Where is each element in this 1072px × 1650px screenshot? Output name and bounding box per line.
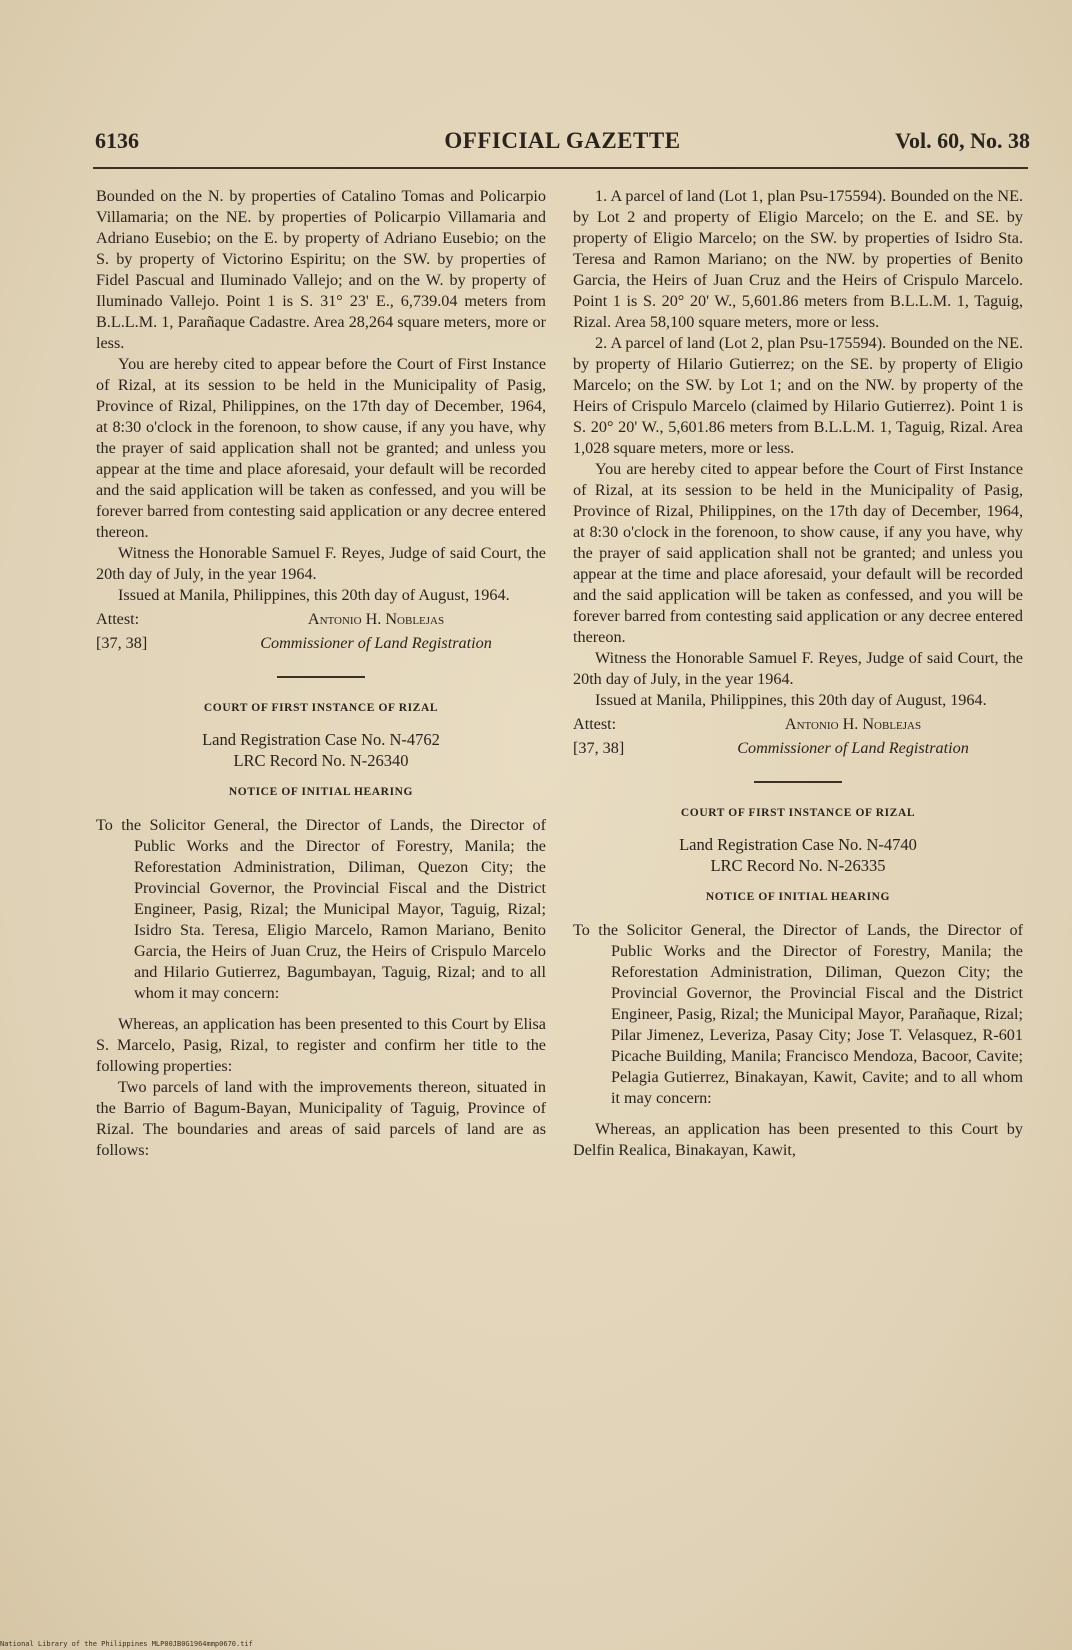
attest-label: Attest: — [96, 610, 140, 628]
reference-numbers: [37, 38] — [96, 634, 148, 652]
attest-title-line — [573, 738, 1023, 759]
boundaries-paragraph: Bounded on the N. by properties of Catalino Tomas and Policarpio Villamaria; on the NE. by properties of Policarpio Villamaria and Adriano Eusebio; on the E. by property of Adriano Eusebio; on the S. by property of Victorino Espiritu; on the SW. by properties of Fidel Pascual and Iluminado Vallejo; and on the W. by property of Iluminado Vallejo. Point 1 is S. 31° 23' E., 6,739.04 meters from B.L.L.M. 1, Parañaque Cadastre. Area 28,264 square meters, more or less. — [96, 187, 546, 352]
lrc-record-number: LRC Record No. N-26335 — [710, 856, 886, 875]
notice-heading: NOTICE OF INITIAL HEARING — [705, 891, 891, 903]
attest-line — [573, 714, 1023, 735]
left-column — [96, 186, 546, 1161]
section-divider — [277, 676, 365, 678]
witness-paragraph: Witness the Honorable Samuel F. Reyes, Judge of said Court, the 20th day of July, in the year 1964. — [96, 544, 546, 583]
header-rule — [93, 167, 1028, 169]
attest-name: Antonio H. Noblejas — [307, 610, 445, 628]
volume-number: Vol. 60, No. 38 — [895, 128, 1030, 153]
attest-title-line — [96, 633, 546, 654]
witness-paragraph: Witness the Honorable Samuel F. Reyes, Judge of said Court, the 20th day of July, in the year 1964. — [573, 649, 1023, 688]
addressees-paragraph: To the Solicitor General, the Director of Lands, the Director of Public Works and the Director of Forestry, Manila; the Reforestation Administration, Diliman, Quezon City; the Provincial Governor, the Provincial Fiscal and the District Engineer, Pasig, Rizal; the Municipal Mayor, Taguig, Rizal; Isidro Sta. Teresa, Eligio Marcelo, Ramon Mariano, Benito Garcia, the Heirs of Juan Cruz, the Heirs of Crispulo Marcelo and Hilario Gutierrez, Bagumbayan, Taguig, Rizal; and to all whom it may concern: — [96, 816, 546, 1002]
attest-title: Commissioner of Land Registration — [260, 634, 492, 652]
right-column — [573, 186, 1023, 1161]
court-heading: COURT OF FIRST INSTANCE OF RIZAL — [203, 702, 439, 714]
reference-numbers: [37, 38] — [573, 739, 625, 757]
citation-paragraph: You are hereby cited to appear before the Court of First Instance of Rizal, at its session to be held in the Municipality of Pasig, Province of Rizal, Philippines, on the 17th day of December, 1964, at 8:30 o'clock in the forenoon, to show cause, if any you have, why the prayer of said application shall not be granted; and unless you appear at the time and place aforesaid, your default will be recorded and the said application will be taken as confessed, and you will be forever barred from contesting said application or any decree entered thereon. — [573, 460, 1023, 646]
attest-label: Attest: — [573, 715, 617, 733]
notice-heading: NOTICE OF INITIAL HEARING — [228, 786, 414, 798]
page-header — [95, 128, 1030, 158]
issued-paragraph: Issued at Manila, Philippines, this 20th day of August, 1964. — [118, 586, 510, 604]
court-heading: COURT OF FIRST INSTANCE OF RIZAL — [680, 807, 916, 819]
page-number: 6136 — [95, 128, 139, 153]
publication-title: OFFICIAL GAZETTE — [444, 128, 681, 153]
application-paragraph: Whereas, an application has been presented to this Court by Elisa S. Marcelo, Pasig, Rizal, to register and confirm her title to the following properties: — [96, 1015, 546, 1075]
attest-title: Commissioner of Land Registration — [737, 739, 969, 757]
addressees-paragraph: To the Solicitor General, the Director of Lands, the Director of Public Works and the Director of Forestry, Manila; the Reforestation Administration, Diliman, Quezon City; the Provincial Governor, the Provincial Fiscal and the District Engineer, Pasig, Rizal; the Municipal Mayor, Parañaque, Rizal; Pilar Jimenez, Leveriza, Pasay City; Jose T. Velasquez, R-601 Picache Building, Manila; Francisco Mendoza, Bacoor, Cavite; Pelagia Gutierrez, Binakayan, Kawit, Cavite; and to all whom it may concern: — [573, 921, 1023, 1107]
citation-paragraph: You are hereby cited to appear before the Court of First Instance of Rizal, at its session to be held in the Municipality of Pasig, Province of Rizal, Philippines, on the 17th day of December, 1964, at 8:30 o'clock in the forenoon, to show cause, if any you have, why the prayer of said application shall not be granted; and unless you appear at the time and place aforesaid, your default will be recorded and the said application will be taken as confessed, and you will be forever barred from contesting said application or any decree entered thereon. — [96, 355, 546, 541]
issued-paragraph: Issued at Manila, Philippines, this 20th day of August, 1964. — [595, 691, 987, 709]
case-number: Land Registration Case No. N-4740 — [679, 835, 917, 854]
parcel-1-paragraph: 1. A parcel of land (Lot 1, plan Psu-175594). Bounded on the NE. by Lot 2 and property of Eligio Marcelo; on the E. and SE. by property of Eligio Marcelo; on the SW. by properties of Isidro Sta. Teresa and Ramon Mariano; on the NW. by properties of Benito Garcia, the Heirs of Juan Cruz and the Heirs of Crispulo Marcelo. Point 1 is S. 20° 20' W., 5,601.86 meters from B.L.L.M. 1, Taguig, Rizal. Area 58,100 square meters, more or less. — [573, 187, 1023, 331]
parcel-2-paragraph: 2. A parcel of land (Lot 2, plan Psu-175594). Bounded on the NE. by property of Hilario Gutierrez; on the SE. by property of Eligio Marcelo; on the SW. by Lot 1; and on the NW. by property of the Heirs of Crispulo Marcelo (claimed by Hilario Gutierrez). Point 1 is S. 20° 20' W., 5,601.86 meters from B.L.L.M. 1, Taguig, Rizal. Area 1,028 square meters, more or less. — [573, 334, 1023, 457]
application-paragraph: Whereas, an application has been presented to this Court by Delfin Realica, Binakayan, Kawit, — [573, 1120, 1023, 1159]
parcels-intro-paragraph: Two parcels of land with the improvements thereon, situated in the Barrio of Bagum-Bayan, Municipality of Taguig, Province of Rizal. The boundaries and areas of said parcels of land are as follows: — [96, 1078, 546, 1159]
attest-name: Antonio H. Noblejas — [784, 715, 922, 733]
attest-line — [96, 609, 546, 630]
section-divider — [754, 781, 842, 783]
lrc-record-number: LRC Record No. N-26340 — [233, 751, 409, 770]
case-number: Land Registration Case No. N-4762 — [202, 730, 440, 749]
scan-footer: National Library of the Philippines MLP00JB0G1964mmp0670.tif — [0, 1640, 253, 1648]
